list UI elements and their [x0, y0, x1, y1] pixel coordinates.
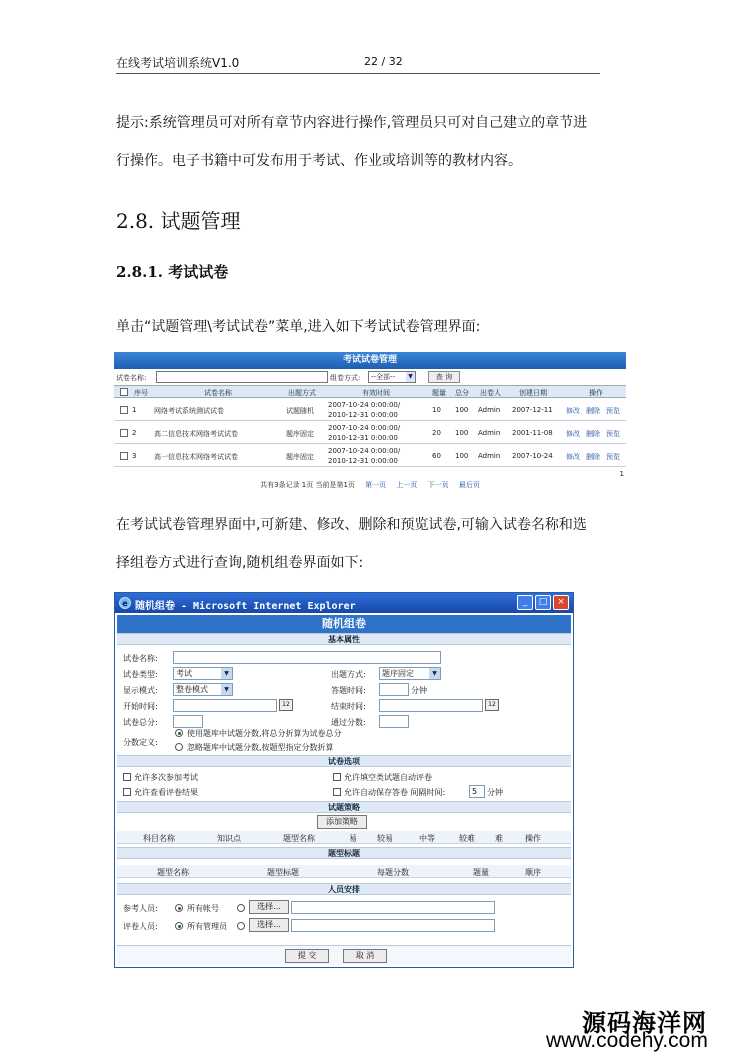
row-method: 题序固定	[286, 430, 314, 438]
row-valid-time: 2007-10-24 0:00:00/ 2010-12-31 0:00:00	[328, 424, 401, 442]
col-medium: 中等	[419, 834, 435, 843]
end-time-label: 结束时间:	[331, 702, 366, 711]
col-subject: 科目名称	[143, 834, 175, 843]
last-page-link[interactable]: 最后页	[458, 481, 480, 489]
row-method: 试题随机	[286, 407, 314, 415]
start-time-input[interactable]	[173, 699, 277, 712]
grader-input[interactable]	[291, 919, 495, 932]
col-fairly-hard: 较难	[459, 834, 475, 843]
col-valid-time: 有效时间	[362, 389, 390, 397]
multi-attempt-checkbox[interactable]	[123, 773, 131, 781]
answer-time-label: 答题时间:	[331, 686, 366, 695]
score-option-2: 忽略题库中试题分数,按题型指定分数折算	[187, 743, 334, 752]
row-author: Admin	[478, 452, 501, 460]
col-no: 序号	[134, 389, 148, 397]
row-date: 2001-11-08	[512, 429, 553, 437]
chevron-down-icon: ▼	[221, 668, 232, 679]
row-checkbox[interactable]	[120, 429, 128, 437]
form-footer	[117, 945, 571, 965]
col-method: 出题方式	[288, 389, 316, 397]
delete-link[interactable]: 删除	[586, 430, 600, 438]
row-valid-time: 2007-10-24 0:00:00/ 2010-12-31 0:00:00	[328, 401, 401, 419]
preview-link[interactable]: 预览	[606, 453, 620, 461]
answer-time-input[interactable]	[379, 683, 409, 696]
select-examinee-radio[interactable]	[237, 904, 245, 912]
select-grader-radio[interactable]	[237, 922, 245, 930]
row-total: 100	[455, 406, 469, 414]
preview-link[interactable]: 预览	[606, 407, 620, 415]
col-hard: 难	[495, 834, 503, 843]
window-title: 随机组卷 - Microsoft Internet Explorer	[135, 601, 356, 612]
save-interval-unit: 分钟	[487, 788, 503, 797]
score-definition-label: 分数定义:	[123, 738, 158, 747]
exam-paper-management-screenshot	[114, 352, 626, 497]
edit-link[interactable]: 修改	[566, 407, 580, 415]
section-basic-attributes: 基本属性	[117, 633, 571, 645]
col-author: 出卷人	[480, 389, 501, 397]
delete-link[interactable]: 删除	[586, 407, 600, 415]
col-date: 创建日期	[519, 389, 547, 397]
paper-name-label: 试卷名称:	[116, 374, 147, 382]
intro-paragraph: 单击“试题管理\考试试卷”菜单,进入如下考试试卷管理界面:	[116, 319, 481, 335]
auto-save-checkbox[interactable]	[333, 788, 341, 796]
watermark-site-name: 源码海洋网	[582, 1009, 707, 1037]
select-grader-button[interactable]: 选择...	[249, 918, 289, 932]
description-line-2: 择组卷方式进行查询,随机组卷界面如下:	[116, 555, 364, 571]
method-label: 组卷方式:	[330, 374, 361, 382]
tip-line-1: 提示:系统管理员可对所有章节内容进行操作,管理员只可对自己建立的章节进	[116, 115, 588, 131]
description-line-1: 在考试试卷管理界面中,可新建、修改、删除和预览试卷,可输入试卷名称和选	[116, 517, 587, 533]
table-row	[114, 422, 626, 444]
section-question-strategy: 试题策略	[117, 801, 571, 813]
row-no: 3	[132, 452, 137, 460]
paper-name-search-input[interactable]	[156, 371, 328, 383]
close-button[interactable]: ×	[553, 595, 569, 610]
col-type-name: 题型名称	[157, 868, 189, 877]
all-admins-label: 所有管理员	[187, 922, 227, 931]
query-button[interactable]: 查 询	[428, 371, 460, 383]
table-row	[114, 445, 626, 467]
window-titlebar[interactable]	[115, 593, 573, 613]
row-method: 题序固定	[286, 453, 314, 461]
display-mode-label: 显示模式:	[123, 686, 158, 695]
row-date: 2007-10-24	[512, 452, 553, 460]
calendar-icon[interactable]: 12	[279, 699, 293, 711]
all-accounts-radio[interactable]	[175, 904, 183, 912]
paper-type-select[interactable]	[173, 667, 233, 680]
view-result-label: 允许查看评卷结果	[134, 788, 198, 797]
strategy-table-header	[117, 831, 571, 844]
method-select-value: --全部--	[371, 373, 396, 381]
row-count: 10	[432, 406, 441, 414]
auto-save-label: 允许自动保存答卷 间隔时间:	[344, 788, 446, 797]
paper-type-value: 考试	[176, 669, 192, 678]
form-banner: 随机组卷	[117, 615, 571, 633]
prev-page-link[interactable]: 上一页	[396, 481, 418, 489]
minimize-button[interactable]: _	[517, 595, 533, 610]
grader-label: 评卷人员:	[123, 922, 158, 931]
multi-attempt-label: 允许多次参加考试	[134, 773, 198, 782]
col-total: 总分	[455, 389, 469, 397]
watermark-url: www.codehy.com	[546, 1029, 708, 1052]
edit-link[interactable]: 修改	[566, 453, 580, 461]
col-name: 试卷名称	[204, 389, 232, 397]
section-paper-options: 试卷选项	[117, 755, 571, 767]
col-operation: 操作	[525, 834, 541, 843]
page-header	[116, 52, 600, 74]
chevron-down-icon: ▼	[429, 668, 440, 679]
row-total: 100	[455, 452, 469, 460]
row-total: 100	[455, 429, 469, 437]
col-easy: 易	[349, 834, 357, 843]
row-checkbox[interactable]	[120, 406, 128, 414]
row-valid-time: 2007-10-24 0:00:00/ 2010-12-31 0:00:00	[328, 447, 401, 465]
col-knowledge-point: 知识点	[217, 834, 241, 843]
table-row	[114, 399, 626, 421]
start-time-label: 开始时间:	[123, 702, 158, 711]
question-method-select[interactable]	[379, 667, 441, 680]
row-date: 2007-12-11	[512, 406, 553, 414]
score-option-1: 使用题库中试题分数,将总分折算为试卷总分	[187, 729, 342, 738]
row-count: 60	[432, 452, 441, 460]
window-client-area	[117, 615, 571, 967]
add-strategy-button[interactable]: 添加策略	[317, 815, 367, 829]
col-order: 顺序	[525, 868, 541, 877]
pager-summary: 共有3条记录 1页 当前是第1页	[260, 481, 355, 489]
section-people: 人员安排	[117, 883, 571, 895]
pass-score-input[interactable]	[379, 715, 409, 728]
row-no: 2	[132, 429, 137, 437]
all-accounts-label: 所有帐号	[187, 904, 219, 913]
chevron-down-icon: ▼	[406, 372, 415, 382]
col-quantity: 题量	[473, 868, 489, 877]
col-fairly-easy: 较易	[377, 834, 393, 843]
paper-name-label: 试卷名称:	[123, 654, 158, 663]
search-row	[114, 370, 626, 384]
method-select[interactable]	[368, 371, 416, 383]
row-author: Admin	[478, 406, 501, 414]
section-heading: 2.8. 试题管理	[116, 209, 241, 233]
cancel-button[interactable]: 取 消	[343, 949, 387, 963]
col-question-type: 题型名称	[283, 834, 315, 843]
auto-grade-label: 允许填空类试题自动评卷	[344, 773, 432, 782]
first-page-link[interactable]: 第一页	[365, 481, 387, 489]
pager	[114, 480, 626, 490]
row-author: Admin	[478, 429, 501, 437]
col-type-title: 题型标题	[267, 868, 299, 877]
total-score-label: 试卷总分:	[123, 718, 158, 727]
qtype-table-header	[117, 865, 571, 878]
paper-name-input[interactable]	[173, 651, 441, 664]
calendar-icon[interactable]: 12	[485, 699, 499, 711]
chevron-down-icon: ▼	[221, 684, 232, 695]
row-name: 网络考试系统测试试卷	[154, 407, 224, 415]
end-time-input[interactable]	[379, 699, 483, 712]
row-no: 1	[132, 406, 137, 414]
all-admins-radio[interactable]	[175, 922, 183, 930]
select-all-checkbox[interactable]	[120, 388, 128, 396]
page-number: 22 / 32	[364, 55, 403, 68]
view-result-checkbox[interactable]	[123, 788, 131, 796]
table-header	[114, 385, 626, 398]
submit-button[interactable]: 提 交	[285, 949, 329, 963]
col-actions: 操作	[589, 389, 603, 397]
auto-grade-checkbox[interactable]	[333, 773, 341, 781]
question-method-label: 出题方式:	[331, 670, 366, 679]
random-paper-window	[114, 592, 574, 968]
delete-link[interactable]: 删除	[586, 453, 600, 461]
paper-type-label: 试卷类型:	[123, 670, 158, 679]
document-title: 在线考试培训系统V1.0	[116, 56, 240, 70]
preview-link[interactable]: 预览	[606, 430, 620, 438]
row-count: 20	[432, 429, 441, 437]
question-method-value: 题序固定	[382, 669, 414, 678]
examinee-input[interactable]	[291, 901, 495, 914]
display-mode-select[interactable]	[173, 683, 233, 696]
total-score-input[interactable]	[173, 715, 203, 728]
score-option-radio-1[interactable]	[175, 729, 183, 737]
display-mode-value: 整卷模式	[176, 685, 208, 694]
examinee-label: 参考人员:	[123, 904, 158, 913]
tip-line-2: 行操作。电子书籍中可发布用于考试、作业或培训等的教材内容。	[116, 153, 522, 169]
score-option-radio-2[interactable]	[175, 743, 183, 751]
ie-icon: e	[119, 597, 131, 609]
page-index: 1	[619, 470, 624, 478]
pass-score-label: 通过分数:	[331, 718, 366, 727]
answer-time-unit: 分钟	[411, 686, 427, 695]
row-checkbox[interactable]	[120, 452, 128, 460]
maximize-button[interactable]: □	[535, 595, 551, 610]
col-count: 题量	[432, 389, 446, 397]
edit-link[interactable]: 修改	[566, 430, 580, 438]
col-score-each: 每题分数	[377, 868, 409, 877]
subsection-heading: 2.8.1. 考试试卷	[116, 263, 229, 281]
panel-title: 考试试卷管理	[114, 352, 626, 369]
section-question-type-title: 题型标题	[117, 847, 571, 859]
row-name: 高一信息技术网络考试试卷	[154, 453, 238, 461]
save-interval-input[interactable]: 5	[469, 785, 485, 798]
next-page-link[interactable]: 下一页	[427, 481, 449, 489]
select-examinee-button[interactable]: 选择...	[249, 900, 289, 914]
row-name: 高二信息技术网络考试试卷	[154, 430, 238, 438]
